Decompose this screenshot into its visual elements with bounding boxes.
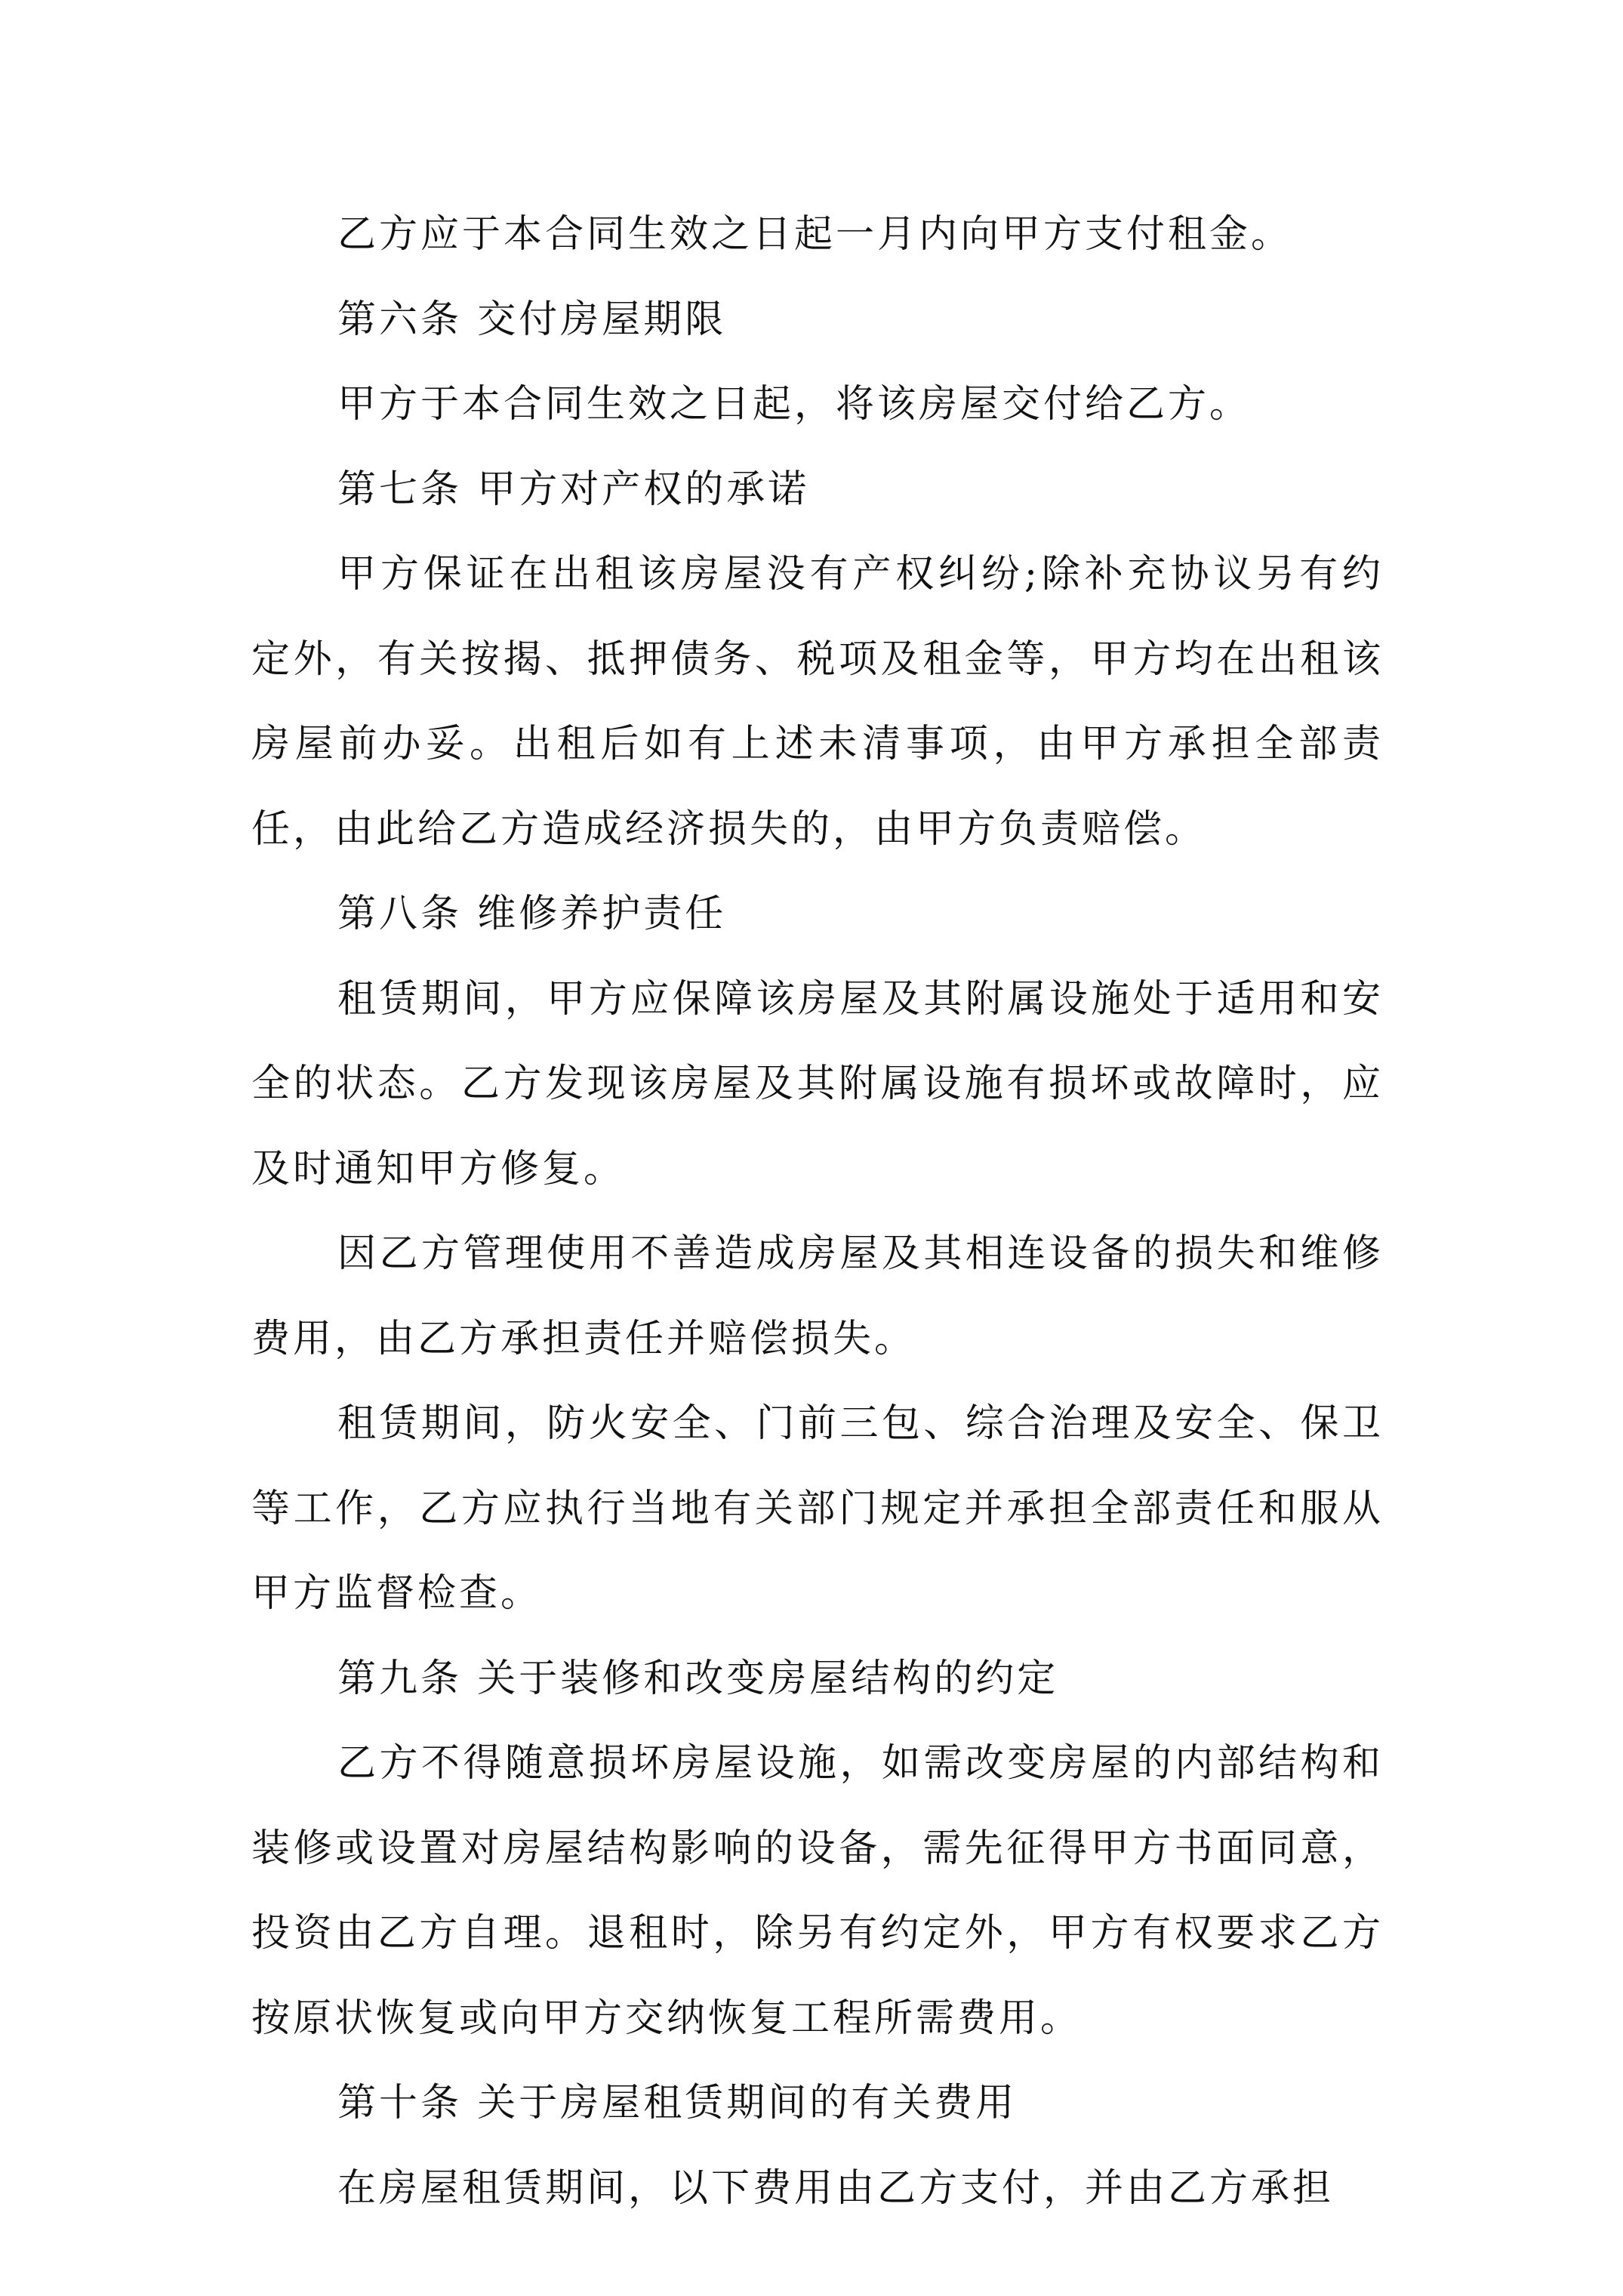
article-7-heading: 第七条 甲方对产权的承诺 [337,467,810,512]
contract-text [251,193,1384,2231]
paragraph-rental-fees: 在房屋租赁期间，以下费用由乙方支付，并由乙方承担 [337,2165,1335,2211]
paragraph-handover: 甲方于本合同生效之日起，将该房屋交付给乙方。 [337,382,1252,427]
paragraph-renovation: 乙方不得随意损坏房屋设施，如需改变房屋的内部结构和装修或设置对房屋结构影响的设备，需先征得甲方书面同意，投资由乙方自理。退租时，除另有约定外，甲方有权要求乙方按原状恢复或向甲方交纳恢复工程所需费用。 [251,1741,1384,2041]
article-9-heading: 第九条 关于装修和改变房屋结构的约定 [337,1656,1059,1701]
article-6-heading: 第六条 交付房屋期限 [337,297,727,342]
paragraph-rent-payment: 乙方应于本合同生效之日起一月内向甲方支付租金。 [337,212,1293,257]
paragraph-damage-liability: 因乙方管理使用不善造成房屋及其相连设备的损失和维修费用，由乙方承担责任并赔偿损失。 [251,1231,1384,1361]
paragraph-safety-duties: 租赁期间，防火安全、门前三包、综合治理及安全、保卫等工作，乙方应执行当地有关部门规定并承担全部责任和服从甲方监督检查。 [251,1401,1384,1616]
paragraph-property-rights: 甲方保证在出租该房屋没有产权纠纷;除补充协议另有约定外，有关按揭、抵押债务、税项及租金等，甲方均在出租该房屋前办妥。出租后如有上述未清事项，由甲方承担全部责任，由此给乙方造成经济损失的，由甲方负责赔偿。 [251,552,1384,852]
article-10-heading: 第十条 关于房屋租赁期间的有关费用 [337,2081,1018,2125]
article-8-heading: 第八条 维修养护责任 [337,892,727,936]
paragraph-maintenance: 租赁期间，甲方应保障该房屋及其附属设施处于适用和安全的状态。乙方发现该房屋及其附属设施有损坏或故障时，应及时通知甲方修复。 [251,976,1384,1191]
